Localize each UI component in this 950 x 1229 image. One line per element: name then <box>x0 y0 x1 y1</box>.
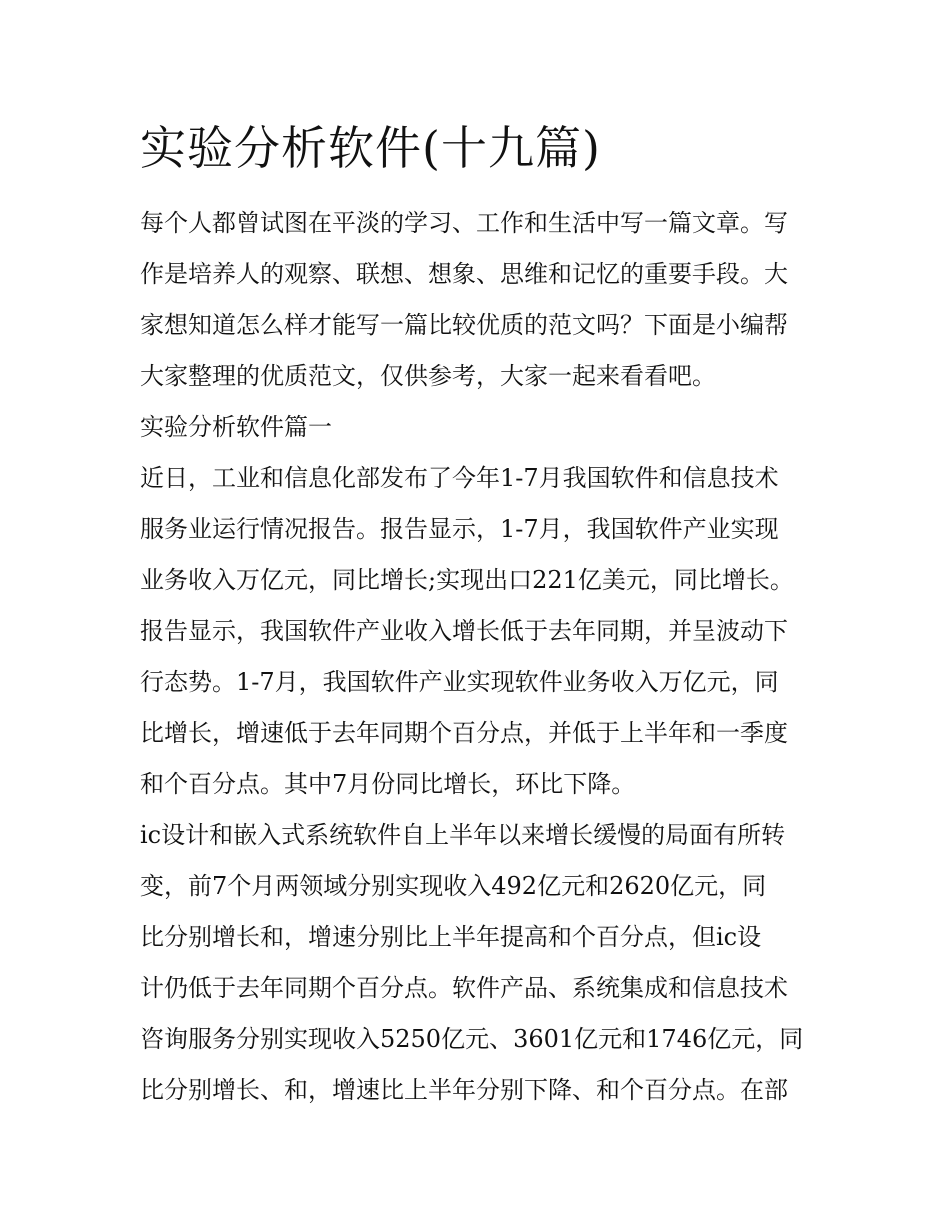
paragraph-line: 变，前7个月两领域分别实现收入492亿元和2620亿元，同 <box>140 872 767 900</box>
paragraph-line: 家想知道怎么样才能写一篇比较优质的范文吗？下面是小编帮 <box>140 311 788 339</box>
section-heading: 实验分析软件篇一 <box>140 413 332 441</box>
paragraph-line: 和个百分点。其中7月份同比增长，环比下降。 <box>140 770 636 798</box>
paragraph-line: 大家整理的优质范文，仅供参考，大家一起来看看吧。 <box>140 362 716 390</box>
paragraph-line: 作是培养人的观察、联想、想象、思维和记忆的重要手段。大 <box>140 260 788 288</box>
paragraph-line: 业务收入万亿元，同比增长;实现出口221亿美元，同比增长。 <box>140 566 794 594</box>
paragraph-line: 比分别增长和，增速分别比上半年提高和个百分点，但ic设 <box>140 923 762 951</box>
paragraph-line: 服务业运行情况报告。报告显示，1-7月，我国软件产业实现 <box>140 515 779 543</box>
paragraph-line: 比分别增长、和，增速比上半年分别下降、和个百分点。在部 <box>140 1076 788 1104</box>
paragraph-line: 比增长，增速低于去年同期个百分点，并低于上半年和一季度 <box>140 719 788 747</box>
paragraph-line: 计仍低于去年同期个百分点。软件产品、系统集成和信息技术 <box>140 974 788 1002</box>
paragraph-line: 每个人都曾试图在平淡的学习、工作和生活中写一篇文章。写 <box>140 209 788 237</box>
paragraph-line: ic设计和嵌入式系统软件自上半年以来增长缓慢的局面有所转 <box>140 821 786 849</box>
document-body <box>140 198 812 1116</box>
paragraph-line: 行态势。1-7月，我国软件产业实现软件业务收入万亿元，同 <box>140 668 779 696</box>
paragraph-line: 报告显示，我国软件产业收入增长低于去年同期，并呈波动下 <box>140 617 788 645</box>
document-title: 实验分析软件(十九篇) <box>140 121 601 175</box>
paragraph-line: 咨询服务分别实现收入5250亿元、3601亿元和1746亿元，同 <box>140 1025 804 1053</box>
paragraph-line: 近日，工业和信息化部发布了今年1-7月我国软件和信息技术 <box>140 464 779 492</box>
